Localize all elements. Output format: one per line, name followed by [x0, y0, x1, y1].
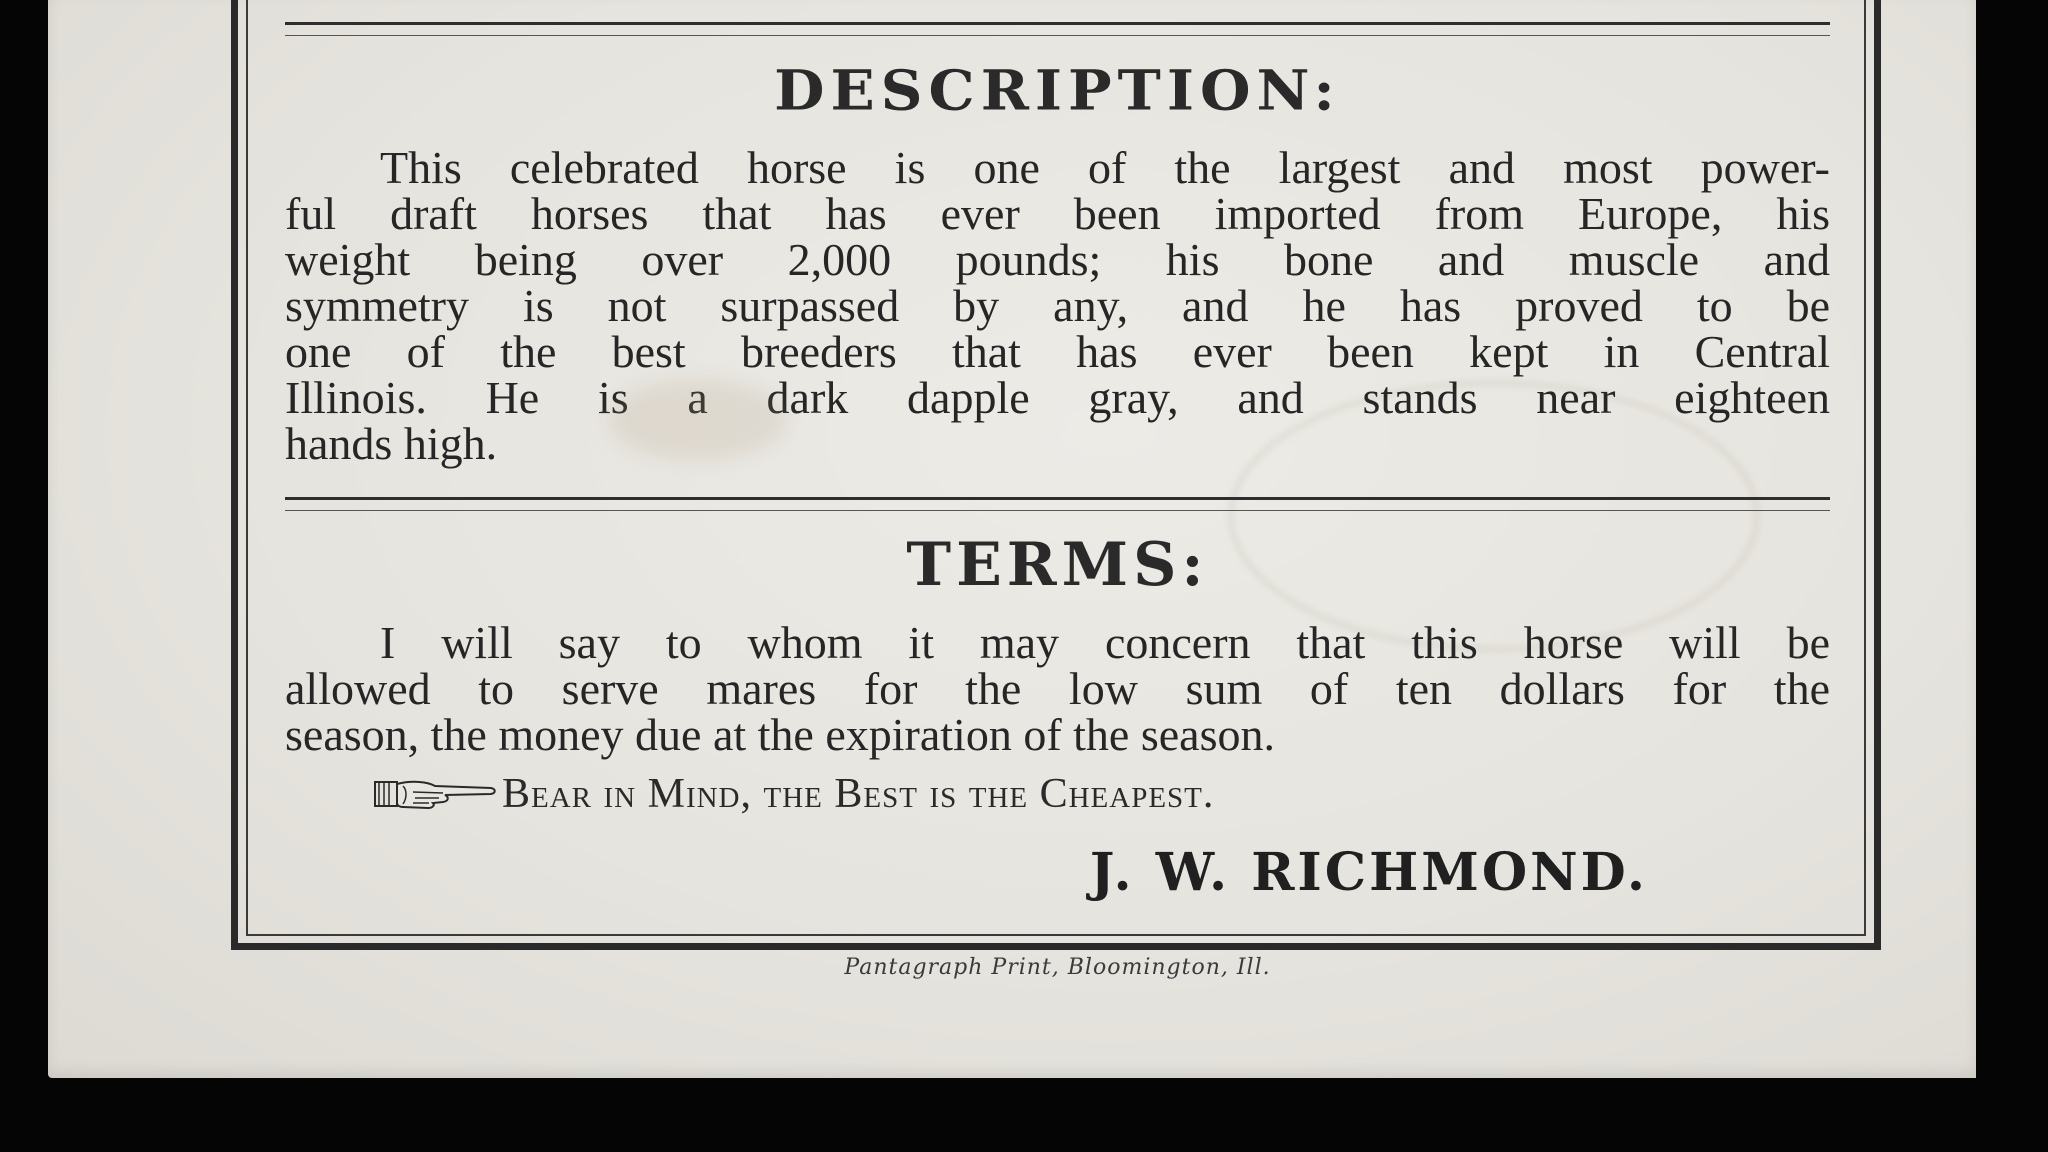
- divider-rule: [285, 22, 1830, 36]
- terms-body: [285, 617, 1830, 760]
- description-line: hands high.: [285, 418, 498, 469]
- motto: [373, 770, 1214, 818]
- description-heading: DESCRIPTION:: [774, 58, 1341, 123]
- description-line: one of the best breeders that has ever been kept in Central: [285, 326, 1830, 377]
- motto-text: Bear in Mind, the Best is the Cheapest.: [502, 771, 1215, 817]
- description-line: ful draft horses that has ever been imported from Europe, his: [285, 188, 1830, 239]
- divider-rule: [285, 497, 1830, 511]
- description-line: symmetry is not surpassed by any, and he has proved to be: [285, 280, 1830, 331]
- printer-credit: Pantagraph Print, Bloomington, Ill.: [844, 955, 1271, 980]
- terms-heading: TERMS:: [906, 530, 1209, 600]
- terms-line: allowed to serve mares for the low sum of ten dollars for the: [285, 663, 1830, 714]
- pointing-hand-icon: [373, 774, 498, 814]
- description-line: This celebrated horse is one of the largest and most power-: [380, 142, 1830, 193]
- description-line: Illinois. He is a dark dapple gray, and stands near eighteen: [285, 372, 1830, 423]
- terms-line: season, the money due at the expiration of the season.: [285, 709, 1275, 760]
- description-line: weight being over 2,000 pounds; his bone and muscle and: [285, 234, 1830, 285]
- terms-line: I will say to whom it may concern that this horse will be: [380, 617, 1830, 668]
- signature: J. W. RICHMOND.: [1089, 842, 1648, 903]
- description-body: [285, 142, 1830, 469]
- handbill-paper: [48, 0, 1976, 1078]
